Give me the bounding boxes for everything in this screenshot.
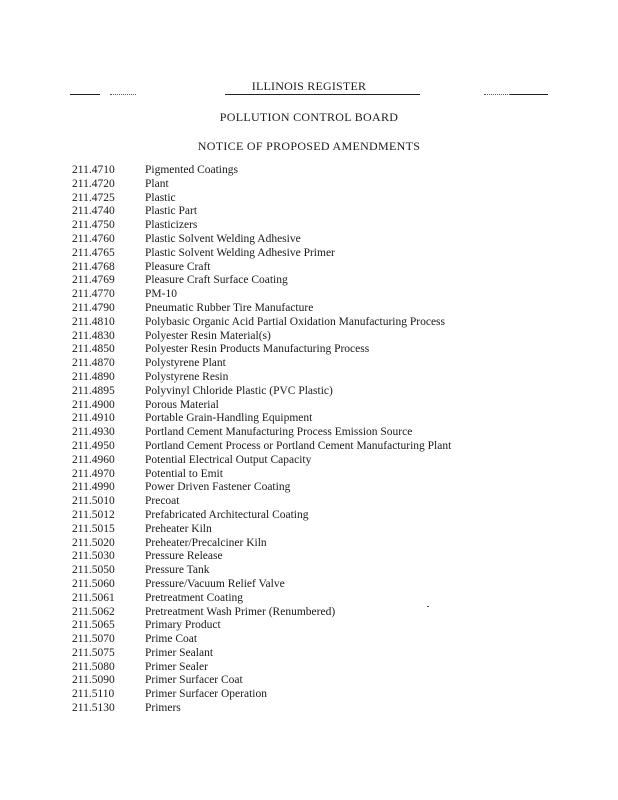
defined-term: Plant [145,177,169,190]
section-number: 211.4760 [72,232,115,245]
list-item [72,523,592,537]
list-item [72,578,592,592]
header-rule-right [510,94,548,95]
section-number: 211.4810 [72,315,115,328]
list-item [72,661,592,675]
defined-term: Potential Electrical Output Capacity [145,453,312,466]
defined-term: Plasticizers [145,219,198,232]
defined-term: Porous Material [145,398,219,411]
list-item [72,357,592,371]
list-item [72,371,592,385]
defined-term: Polystyrene Resin [145,370,229,383]
section-number: 211.4710 [72,164,115,176]
list-item [72,316,592,330]
section-number: 211.5020 [72,536,115,549]
list-item [72,385,592,399]
section-number: 211.5030 [72,550,115,563]
header-rule-left-fragment [110,94,136,95]
list-item [72,399,592,413]
defined-term: Pressure/Vacuum Relief Valve [145,577,285,590]
section-number: 211.5010 [72,495,115,508]
defined-term: Primer Sealant [145,646,214,659]
section-number: 211.5062 [72,605,115,618]
defined-term: Polybasic Organic Acid Partial Oxidation Manufacturing Process [145,315,446,328]
section-number: 211.5075 [72,646,115,659]
list-item [72,454,592,468]
list-item [72,247,592,261]
section-number: 211.5090 [72,674,115,687]
agency-name: POLLUTION CONTROL BOARD [219,110,399,124]
list-item [72,592,592,606]
defined-term: Polyester Resin Products Manufacturing Process [145,343,370,356]
section-number: 211.5070 [72,633,115,646]
defined-term: Primary Product [145,619,221,632]
list-item [72,288,592,302]
section-number: 211.4960 [72,453,115,466]
section-number: 211.5060 [72,577,115,590]
defined-term: Primers [145,702,181,715]
defined-term: Pneumatic Rubber Tire Manufacture [145,301,314,314]
section-number: 211.4790 [72,301,115,314]
list-item [72,219,592,233]
list-item [72,633,592,647]
section-number: 211.4725 [72,191,115,204]
list-item [72,495,592,509]
section-number: 211.4870 [72,357,115,370]
defined-term: Plastic Solvent Welding Adhesive [145,232,301,245]
header-rule-left [70,94,100,95]
section-number: 211.5130 [72,702,115,715]
defined-term: Preheater/Precalciner Kiln [145,536,267,549]
definitions-list [72,164,592,716]
defined-term: Pretreatment Coating [145,591,244,604]
defined-term: Portable Grain-Handling Equipment [145,412,313,425]
list-item [72,481,592,495]
list-item [72,261,592,275]
list-item [72,702,592,716]
defined-term: Primer Surfacer Coat [145,674,243,687]
section-number: 211.4830 [72,329,115,342]
notice-title: NOTICE OF PROPOSED AMENDMENTS [197,139,421,153]
section-number: 211.4770 [72,288,115,301]
defined-term: Polyvinyl Chloride Plastic (PVC Plastic) [145,384,333,397]
defined-term: Primer Surfacer Operation [145,688,267,701]
defined-term: Polyester Resin Material(s) [145,329,271,342]
list-item [72,468,592,482]
defined-term: Pretreatment Wash Primer (Renumbered) [145,605,336,618]
section-number: 211.5015 [72,522,115,535]
defined-term: Preheater Kiln [145,522,212,535]
section-number: 211.4930 [72,426,115,439]
section-number: 211.5012 [72,508,115,521]
header-rule-center [225,94,420,95]
scan-speck [427,606,429,607]
list-item [72,674,592,688]
defined-term: PM-10 [145,288,177,301]
defined-term: Pressure Tank [145,564,210,577]
defined-term: Plastic [145,191,176,204]
section-number: 211.4768 [72,260,115,273]
section-number: 211.4900 [72,398,115,411]
defined-term: Pigmented Coatings [145,164,238,176]
defined-term: Power Driven Fastener Coating [145,481,291,494]
list-item [72,178,592,192]
section-number: 211.5061 [72,591,115,604]
section-number: 211.4890 [72,370,115,383]
defined-term: Precoat [145,495,180,508]
list-item [72,619,592,633]
section-number: 211.5110 [72,688,115,701]
register-title: ILLINOIS REGISTER [251,79,367,93]
list-item [72,343,592,357]
list-item [72,647,592,661]
defined-term: Prime Coat [145,633,198,646]
defined-term: Primer Sealer [145,660,208,673]
list-item [72,426,592,440]
list-item [72,537,592,551]
section-number: 211.4850 [72,343,115,356]
section-number: 211.4740 [72,205,115,218]
defined-term: Plastic Part [145,205,198,218]
section-number: 211.4720 [72,177,115,190]
list-item [72,274,592,288]
list-item [72,233,592,247]
section-number: 211.4750 [72,219,115,232]
list-item [72,192,592,206]
list-item [72,440,592,454]
list-item [72,550,592,564]
section-number: 211.4910 [72,412,115,425]
defined-term: Polystyrene Plant [145,357,226,370]
defined-term: Potential to Emit [145,467,223,480]
section-number: 211.4970 [72,467,115,480]
list-item [72,164,592,178]
section-number: 211.5065 [72,619,115,632]
section-number: 211.4765 [72,246,115,259]
list-item [72,606,592,620]
defined-term: Portland Cement Process or Portland Cement Manufacturing Plant [145,439,452,452]
section-number: 211.4950 [72,439,115,452]
list-item [72,509,592,523]
defined-term: Portland Cement Manufacturing Process Emission Source [145,426,413,439]
list-item [72,564,592,578]
defined-term: Pleasure Craft Surface Coating [145,274,288,287]
section-number: 211.4990 [72,481,115,494]
defined-term: Plastic Solvent Welding Adhesive Primer [145,246,335,259]
header-rule-right-fragment [484,94,510,95]
list-item [72,412,592,426]
list-item [72,205,592,219]
section-number: 211.5050 [72,564,115,577]
section-number: 211.5080 [72,660,115,673]
defined-term: Pleasure Craft [145,260,211,273]
section-number: 211.4769 [72,274,115,287]
defined-term: Pressure Release [145,550,223,563]
list-item [72,688,592,702]
section-number: 211.4895 [72,384,115,397]
list-item [72,302,592,316]
defined-term: Prefabricated Architectural Coating [145,508,309,521]
list-item [72,330,592,344]
